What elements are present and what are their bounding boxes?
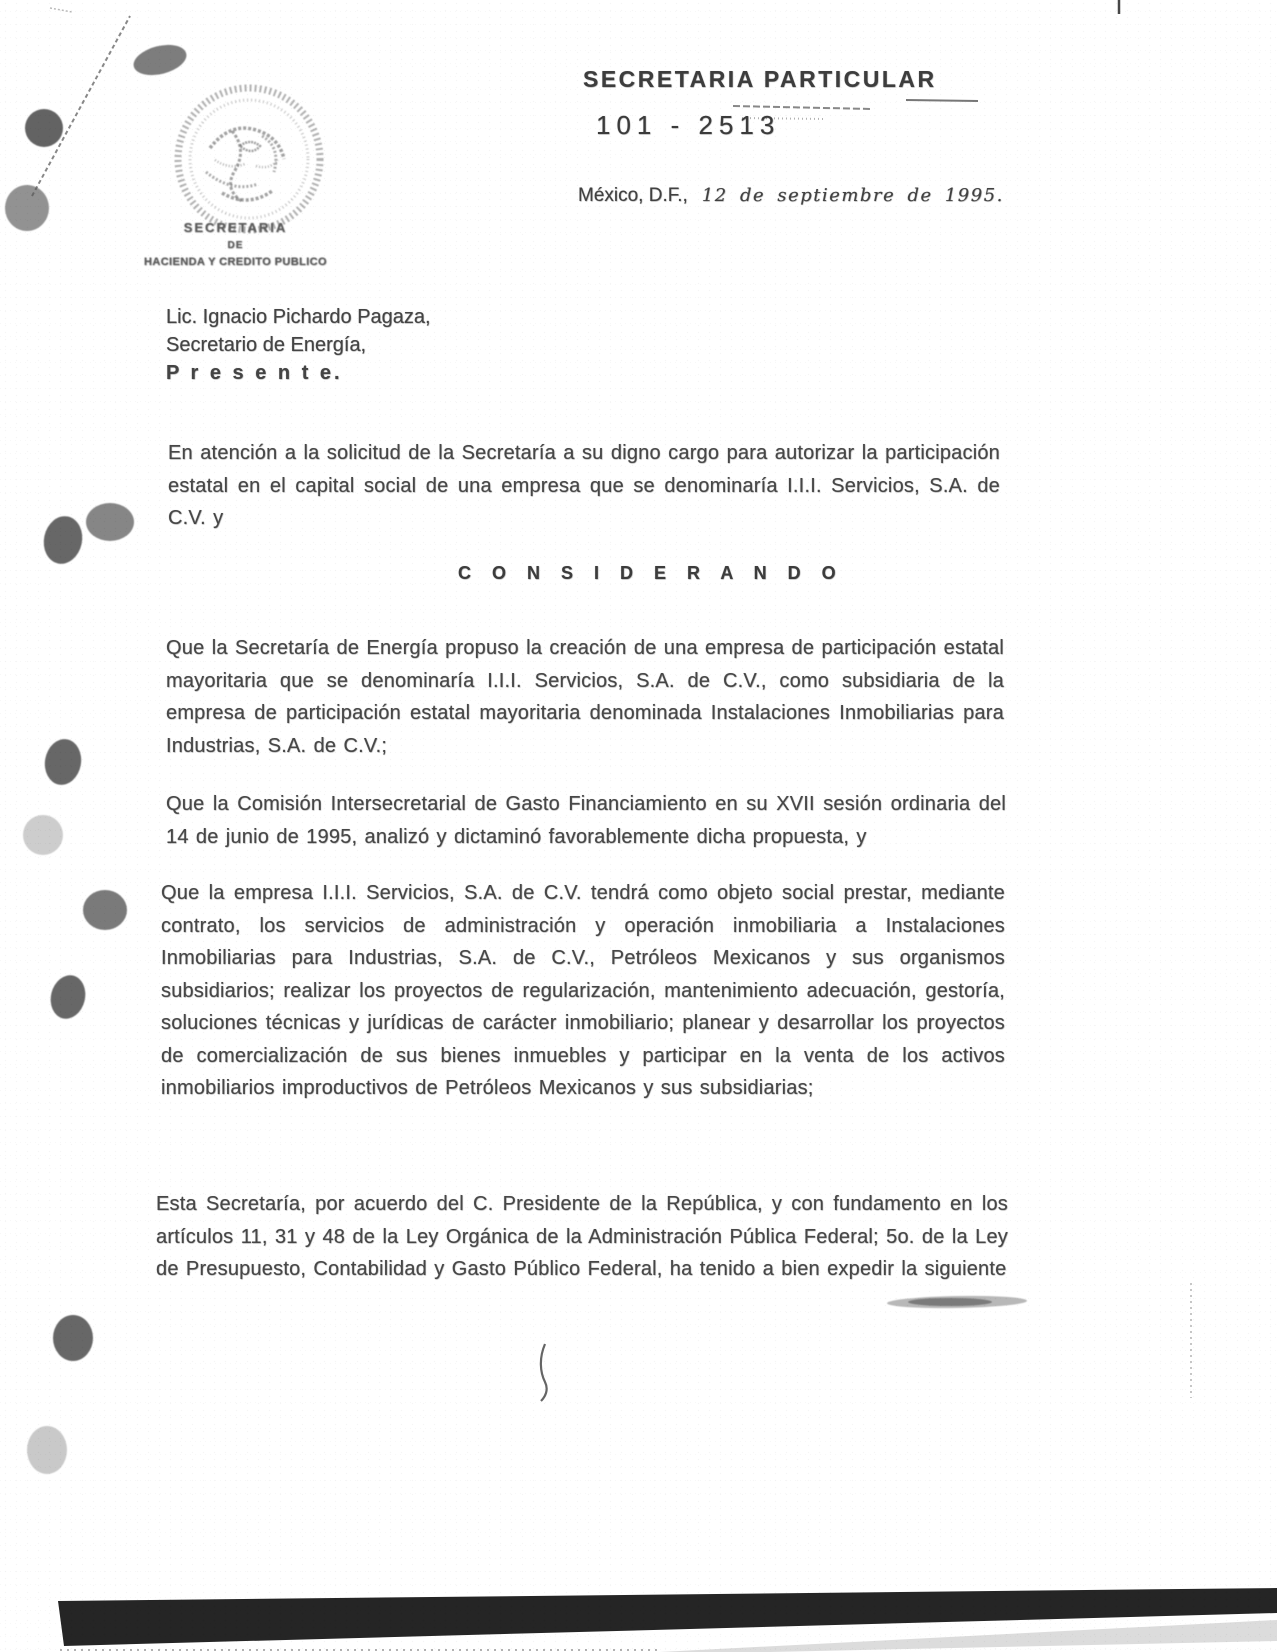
- body-paragraph: Que la Comisión Intersecretarial de Gasto Financiamiento en su XVII sesión ordinaria del 14 de junio de 1995, analizó y dictaminó favorablemente dicha propuesta, y: [166, 793, 1006, 848]
- agency-line-1: SECRETARIA: [183, 220, 288, 235]
- agency-line-2: DE: [227, 240, 244, 251]
- agency-line-3: HACIENDA Y CREDITO PUBLICO: [144, 256, 327, 268]
- document-number: 101 - 2513: [596, 110, 781, 140]
- body-paragraph: Que la Secretaría de Energía propuso la creación de una empresa de participación estatal mayoritaria que se denominaría I.I.I. Servicios, S.A. de C.V., como subsidiaria de la empresa de participación estatal mayoritaria denominada Instalaciones Inmobiliarias para Industrias, S.A. de C.V.;: [166, 637, 1004, 757]
- recipient-salutation: P r e s e n t e.: [166, 362, 343, 384]
- recipient-title: Secretario de Energía,: [166, 334, 367, 356]
- recipient-block: [166, 303, 431, 387]
- recipient-name: Lic. Ignacio Pichardo Pagaza,: [166, 306, 431, 328]
- dateline: [578, 185, 1004, 207]
- considerando-heading: C O N S I D E R A N D O: [458, 563, 844, 583]
- dateline-date: 12 de septiembre de 1995.: [701, 185, 1004, 206]
- body-paragraph: Que la empresa I.I.I. Servicios, S.A. de C.V. tendrá como objeto social prestar, mediante contrato, los servicios de administración y operación inmobiliaria a Instalaciones Inmobiliarias para Industrias, S.A. de C.V., Petróleos Mexicanos y sus organismos subsidiarios; realizar los proyectos de regularización, mantenimiento adecuación, gestoría, soluciones técnicas y jurídicas de carácter inmobiliario; planear y desarrollar los proyectos de comercialización de sus bienes inmuebles y participar en la venta de los activos inmobiliarios improductivos de Petróleos Mexicanos y sus subsidiarias;: [161, 882, 1005, 1099]
- office-header: SECRETARIA PARTICULAR: [583, 66, 937, 92]
- dateline-place: México, D.F.,: [578, 185, 688, 206]
- body-paragraph: Esta Secretaría, por acuerdo del C. Presidente de la República, y con fundamento en los artículos 11, 31 y 48 de la Ley Orgánica de la Administración Pública Federal; 5o. de la Ley de Presupuesto, Contabilidad y Gasto Público Federal, ha tenido a bien expedir la siguiente: [156, 1193, 1008, 1280]
- intro-paragraph: En atención a la solicitud de la Secretaría a su digno cargo para autorizar la participación estatal en el capital social de una empresa que se denominaría I.I.I. Servicios, S.A. de C.V. y: [168, 442, 1000, 529]
- agency-letterhead: [133, 220, 338, 268]
